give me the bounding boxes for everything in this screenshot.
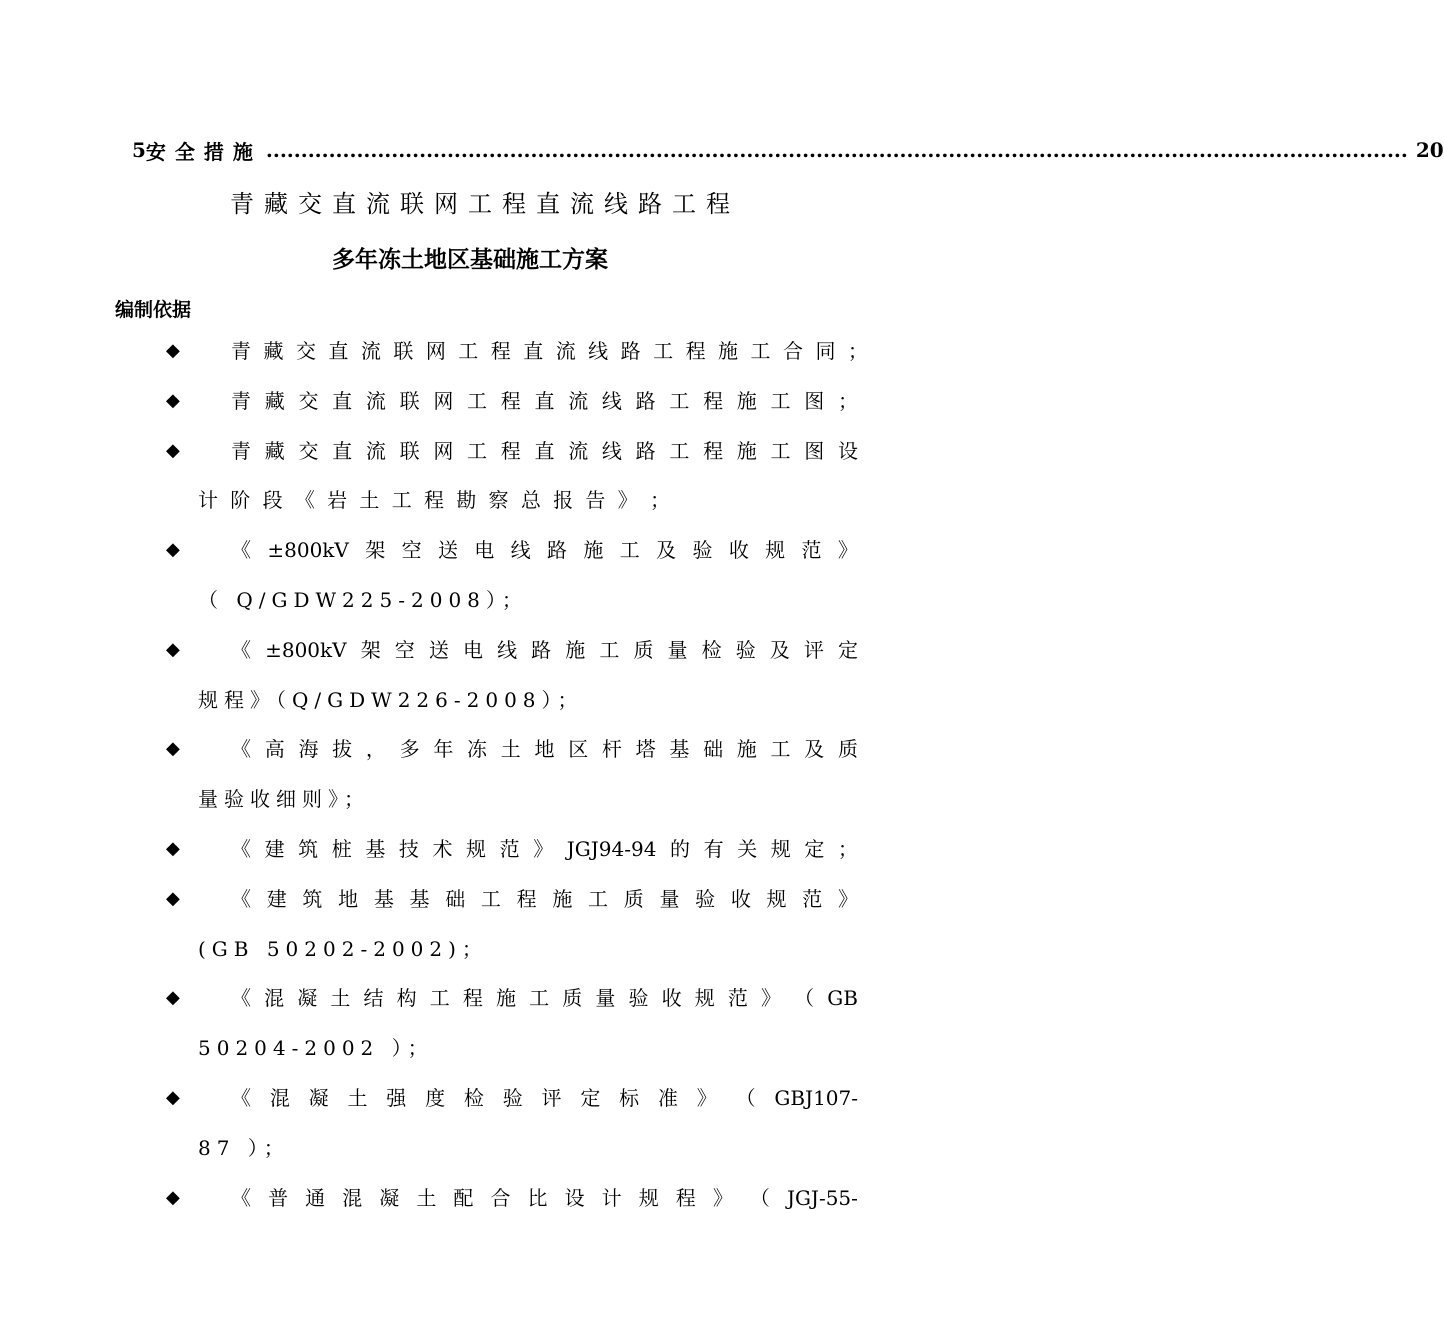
- list-item-line1: 《 高 海 拔 ， 多 年 冻 土 地 区 杆 塔 基 础 施 工 及 质: [231, 737, 858, 762]
- document-title-line1: 青藏交直流联网工程直流线路工程: [230, 190, 740, 218]
- list-item-line1: 《 普 通 混 凝 土 配 合 比 设 计 规 程 》 （ JGJ-55-: [231, 1185, 858, 1210]
- toc-page-number: 20: [1415, 138, 1444, 162]
- bullet-icon: ◆: [166, 389, 180, 411]
- list-item-line1: 《 建 筑 地 基 基 础 工 程 施 工 质 量 验 收 规 范 》: [231, 886, 858, 911]
- list-item-line1: 青 藏 交 直 流 联 网 工 程 直 流 线 路 工 程 施 工 图 设: [231, 438, 858, 463]
- section-heading: 编制依据: [115, 299, 192, 321]
- bullet-icon: ◆: [166, 638, 180, 660]
- bullet-icon: ◆: [166, 340, 180, 361]
- list-item-line2: 量验收细则》；: [198, 787, 370, 812]
- list-item-line1: 《 混 凝 土 强 度 检 验 评 定 标 准 》 （ GBJ107-: [231, 1086, 858, 1110]
- bullet-icon: ◆: [166, 838, 180, 859]
- list-item-line2: 规程》（Q/GDW226-2008）；: [198, 687, 584, 712]
- bullet-icon: ◆: [166, 987, 180, 1009]
- toc-title: 安全措施: [145, 139, 262, 164]
- bullet-icon: ◆: [166, 887, 180, 909]
- list-item-line1: 《 建 筑 桩 基 技 术 规 范 》 JGJ94-94 的 有 关 规 定 ；: [231, 837, 858, 861]
- list-item-line1: 青 藏 交 直 流 联 网 工 程 直 流 线 路 工 程 施 工 合 同 ；: [231, 339, 868, 363]
- list-item-line2: (GB 50202-2002)；: [198, 936, 488, 961]
- toc-leader-dots: ....................................................................................................................................................................: [265, 138, 1408, 162]
- bullet-icon: ◆: [166, 1186, 180, 1208]
- list-item-line1: 《 混 凝 土 结 构 工 程 施 工 质 量 验 收 规 范 》 （ GB: [231, 986, 858, 1011]
- toc-entry: [132, 137, 1444, 164]
- list-item-line2: 计 阶 段 《 岩 土 工 程 勘 察 总 报 告 》 ；: [198, 488, 670, 513]
- bullet-icon: ◆: [166, 439, 180, 461]
- list-item-line2: 87 ）；: [198, 1135, 290, 1160]
- list-item-line1: 《 ±800kV 架 空 送 电 线 路 施 工 及 验 收 规 范 》: [231, 538, 858, 563]
- document-title-line2: 多年冻土地区基础施工方案: [332, 246, 608, 273]
- list-item-line1: 《 ±800kV 架 空 送 电 线 路 施 工 质 量 检 验 及 评 定: [231, 637, 858, 662]
- bullet-icon: ◆: [166, 1087, 180, 1108]
- toc-number: 5: [132, 138, 146, 162]
- bullet-icon: ◆: [166, 539, 180, 561]
- list-item-line2: 50204-2002 ）；: [198, 1036, 434, 1061]
- list-item-line2: （ Q/GDW225-2008）；: [198, 588, 528, 612]
- list-item-line1: 青 藏 交 直 流 联 网 工 程 直 流 线 路 工 程 施 工 图 ；: [231, 388, 858, 413]
- bullet-icon: ◆: [166, 738, 180, 760]
